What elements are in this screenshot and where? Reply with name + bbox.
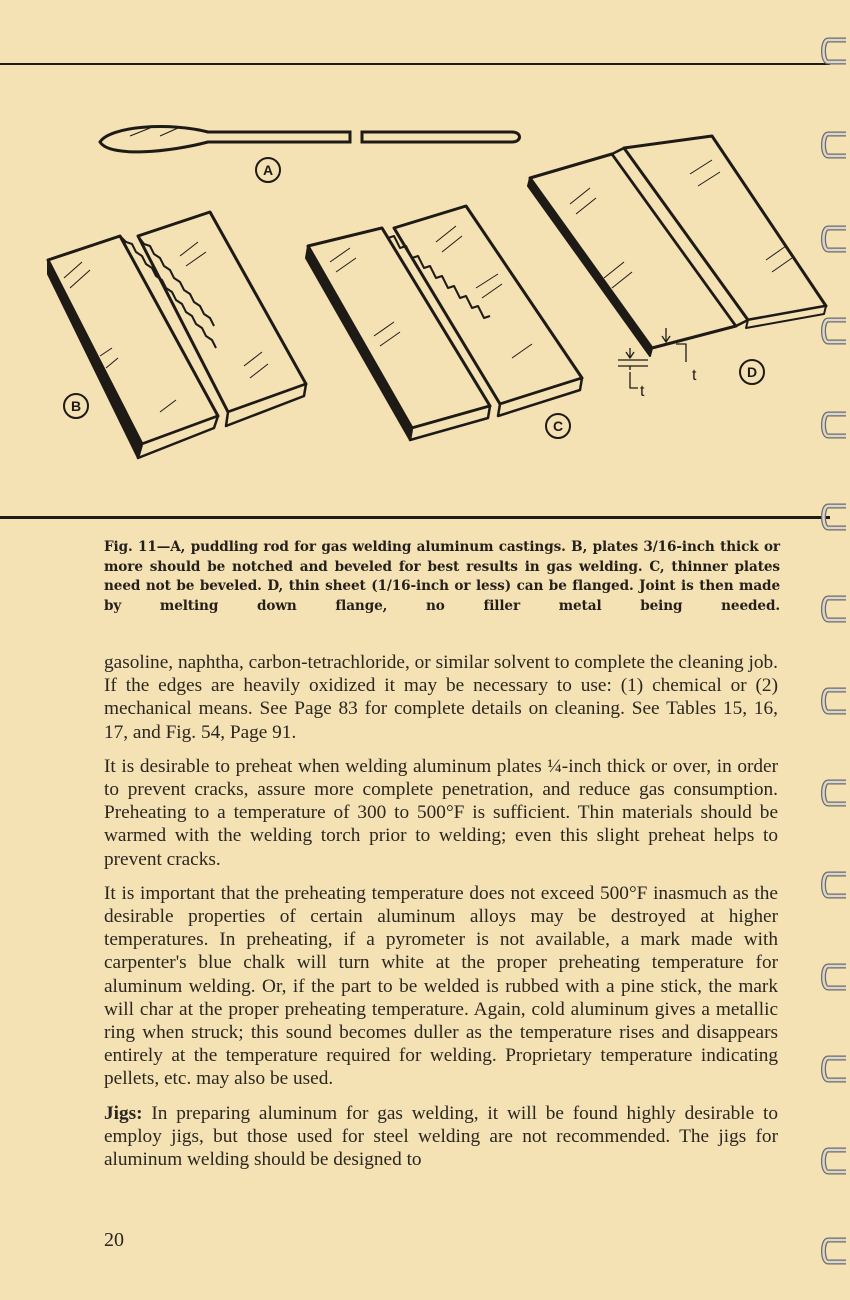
spiral-binding (810, 0, 850, 1300)
paragraph-preheat-temperature: It is important that the preheating temperature does not exceed 500°F inasmuch as the desirable properties of certain aluminum alloys may be destroyed at higher temperatures. In preheating, if a pyrometer is not available, a mark made with carpenter's blue chalk will turn white at the proper preheating temperature for aluminum welding. Or, if the part to be welded is rubbed with a pine stick, the mark will char at the proper preheating temperature. Again, cold aluminum gives a metallic ring when struck; this sound becomes duller as the temperature rises and disappears entirely at the temperature required for welding. Proprietary temperature indicating pellets, etc. may also be used. (104, 882, 778, 1090)
label-a: A (262, 162, 274, 178)
binding-ring-icon (816, 410, 850, 440)
figure-bottom-rule (0, 516, 830, 519)
binding-ring-icon (816, 224, 850, 254)
dimension-t-flange: t (692, 367, 697, 384)
binding-ring-icon (816, 316, 850, 346)
binding-ring-icon (816, 502, 850, 532)
paragraph-cleaning: gasoline, naphtha, carbon-tetrachloride, or similar solvent to complete the cleaning job. If the edges are heavily oxidized it may be necessary to use: (1) chemical or (2) mechanical means. See Page 83 for complete details on cleaning. See Tables 15, 16, 17, and Fig. 54, Page 91. (104, 652, 778, 743)
jigs-heading: Jigs: (104, 1102, 143, 1124)
paragraph-jigs (104, 1102, 778, 1172)
label-d: D (746, 364, 758, 380)
binding-ring-icon (816, 686, 850, 716)
label-c-circle (546, 414, 570, 438)
binding-ring-icon (816, 36, 850, 66)
label-b-circle (64, 394, 88, 418)
dimension-t-sheet: t (640, 383, 645, 400)
page-number: 20 (104, 1229, 124, 1251)
flanged-sheet-drawing (528, 136, 826, 388)
binding-ring-icon (816, 962, 850, 992)
binding-ring-icon (816, 870, 850, 900)
unbeveled-plates-drawing (306, 206, 582, 440)
binding-ring-icon (816, 778, 850, 808)
paragraph-preheat: It is desirable to preheat when welding aluminum plates ¼-inch thick or over, in order to prevent cracks, assure more complete penetration, and reduce gas consumption. Preheating to a temperature of 300 to 500°F is sufficient. Thin materials should be warmed with the welding torch prior to welding; even this slight preheat helps to prevent cracks. (104, 755, 778, 870)
body-text (104, 651, 778, 1182)
jigs-text: In preparing aluminum for gas welding, it will be found highly desirable to employ jigs, but those used for steel welding are not recommended. The jigs for aluminum welding should be designed to (104, 1102, 778, 1171)
binding-ring-icon (816, 130, 850, 160)
binding-ring-icon (816, 1236, 850, 1266)
figure-caption: Fig. 11—A, puddling rod for gas welding aluminum castings. B, plates 3/16-inch thick or more should be notched and beveled for best results in gas welding. C, thinner plates need not be beveled. D, thin sheet (1/16-inch or less) can be flanged. Joint is then made by melting down flange, no filler metal being needed. (104, 539, 780, 614)
binding-ring-icon (816, 594, 850, 624)
binding-ring-icon (816, 1146, 850, 1176)
puddling-rod-drawing (100, 127, 520, 152)
label-d-circle (740, 360, 764, 384)
binding-ring-icon (816, 1054, 850, 1084)
figure-11-illustration (0, 66, 830, 514)
beveled-plates-drawing (48, 212, 306, 458)
label-c: C (552, 418, 564, 434)
label-a-circle (256, 158, 280, 182)
label-b: B (70, 398, 82, 414)
figure-top-rule (0, 63, 830, 65)
